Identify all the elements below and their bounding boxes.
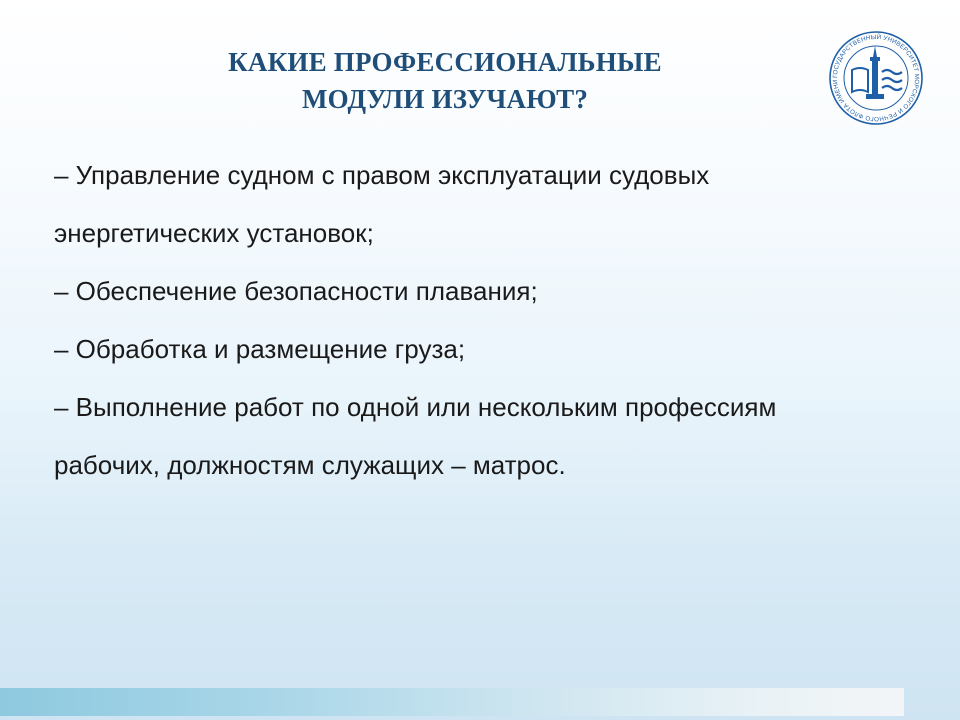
body-line: – Выполнение работ по одной или нескольким профессиям [54, 392, 777, 422]
body-line: – Обеспечение безопасности плавания; [54, 276, 538, 306]
university-emblem-icon [828, 30, 924, 126]
logo-ring-text: ГОСУДАРСТВЕННЫЙ УНИВЕРСИТЕТ МОРСКОГО И РЕЧНОГО ФЛОТА ИМЕНИ [831, 33, 921, 123]
slide-title-line-1: КАКИЕ ПРОФЕССИОНАЛЬНЫЕ [228, 47, 662, 77]
bottom-accent-bar [0, 688, 904, 716]
body-line: – Обработка и размещение груза; [54, 334, 466, 364]
slide-body [54, 146, 914, 494]
slide-title-line-2: МОДУЛИ ИЗУЧАЮТ? [301, 84, 589, 114]
body-line: – Управление судном с правом эксплуатации судовых [54, 160, 710, 190]
slide-title [150, 44, 740, 118]
body-line: рабочих, должностям служащих – матрос. [54, 450, 566, 480]
body-line: энергетических установок; [54, 218, 374, 248]
